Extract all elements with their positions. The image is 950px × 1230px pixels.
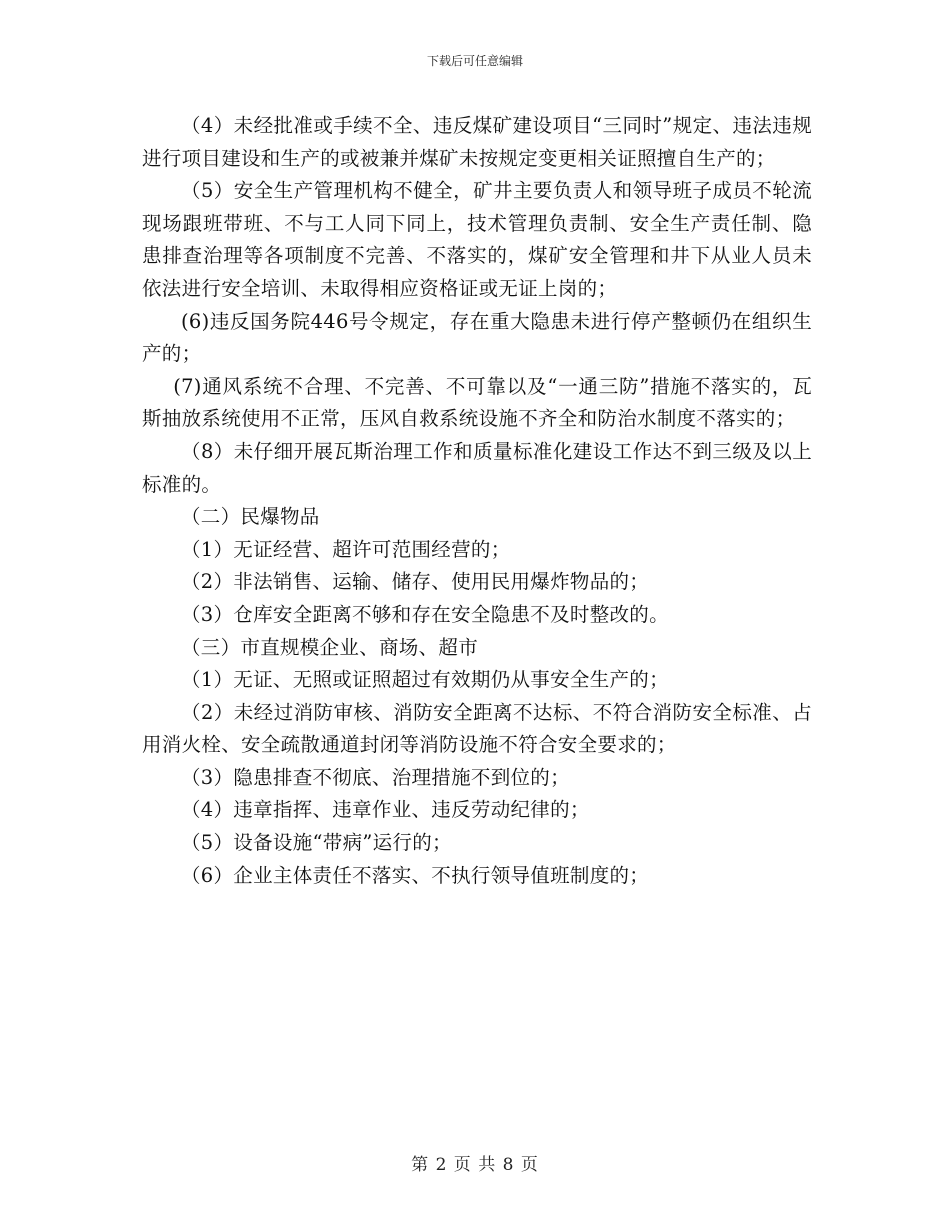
paragraph-item-7-ventilation: (7)通风系统不合理、不完善、不可靠以及“一通三防”措施不落实的，瓦斯抽放系统使用不正常，压风自救系统设施不齐全和防治水制度不落实的；	[142, 374, 812, 431]
paragraph-enterprises-item-5: （5）设备设施“带病”运行的；	[181, 831, 452, 855]
paragraph-enterprises-item-3: （3）隐患排查不彻底、治理措施不到位的；	[181, 765, 570, 789]
paragraph-explosives-item-2: （2）非法销售、运输、储存、使用民用爆炸物品的；	[181, 570, 650, 594]
page-header: 下载后可任意编辑	[426, 54, 523, 68]
paragraph-enterprises-item-4: （4）违章指挥、违章作业、违反劳动纪律的；	[181, 798, 590, 822]
section-heading-explosives: （二）民爆物品	[181, 505, 320, 529]
paragraph-item-4-coal-construction: （4）未经批准或手续不全、违反煤矿建设项目“三同时”规定、违法违规进行项目建设和生产的或被兼并煤矿未按规定变更相关证照擅自生产的；	[142, 114, 812, 170]
paragraph-item-5-safety-management: （5）安全生产管理机构不健全，矿井主要负责人和领导班子成员不轮流现场跟班带班、不与工人同下同上，技术管理负责制、安全生产责任制、隐患排查治理等各项制度不完善、不落实的，煤矿安全管理和井下从业人员未依法进行安全培训、未取得相应资格证或无证上岗的；	[142, 179, 812, 300]
paragraph-enterprises-item-2: （2）未经过消防审核、消防安全距离不达标、不符合消防安全标准、占用消火栓、安全疏散通道封闭等消防设施不符合安全要求的；	[142, 700, 812, 757]
section-heading-enterprises: （三）市直规模企业、商场、超市	[181, 635, 479, 659]
paragraph-enterprises-item-1: （1）无证、无照或证照超过有效期仍从事安全生产的；	[181, 668, 669, 692]
document-body	[142, 110, 812, 892]
paragraph-item-6-order-446: (6)违反国务院446号令规定，存在重大隐患未进行停产整顿仍在组织生产的；	[142, 309, 812, 366]
paragraph-explosives-item-3: （3）仓库安全距离不够和存在安全隐患不及时整改的。	[181, 602, 669, 626]
paragraph-item-8-gas-control: （8）未仔细开展瓦斯治理工作和质量标准化建设工作达不到三级及以上标准的。	[142, 439, 812, 496]
paragraph-enterprises-item-6: （6）企业主体责任不落实、不执行领导值班制度的；	[181, 863, 650, 887]
page-number-footer: 第 2 页 共 8 页	[411, 1155, 539, 1175]
paragraph-explosives-item-1: （1）无证经营、超许可范围经营的；	[181, 537, 511, 561]
